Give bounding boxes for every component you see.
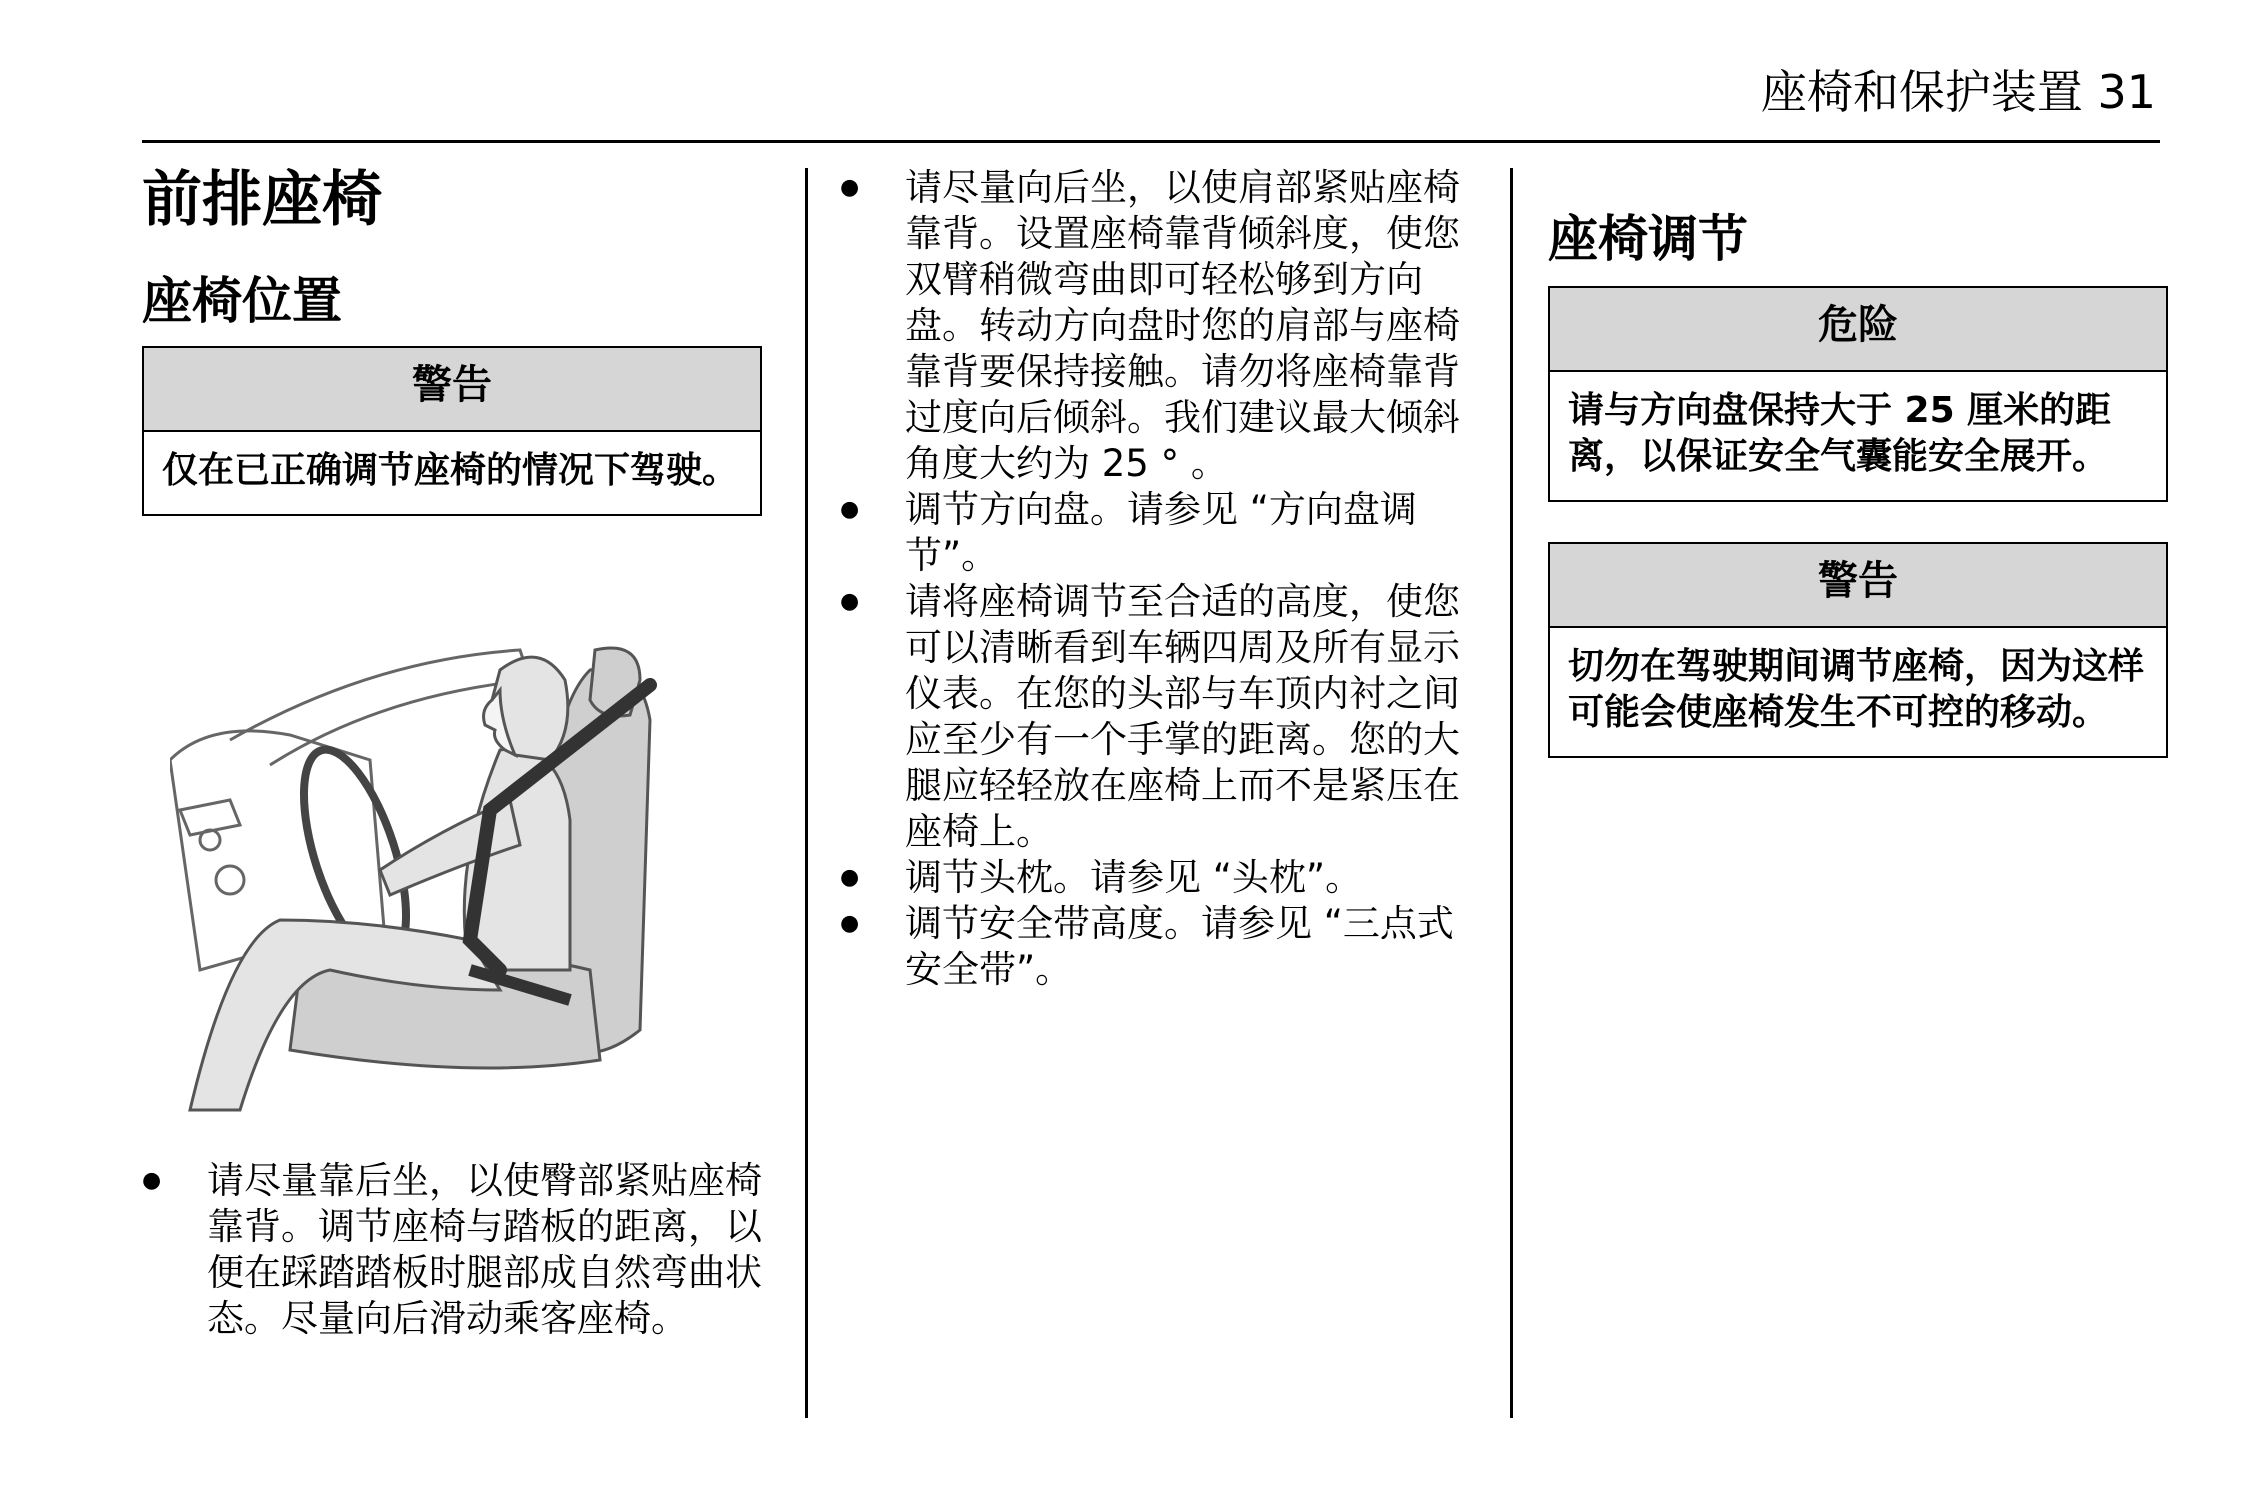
left-bullets-container [142,1158,762,1342]
bullet-item: ● 调节头枕。请参见 “头枕”。 [840,855,1480,901]
bullet-item: ● 调节方向盘。请参见 “方向盘调节”。 [840,487,1480,579]
right-column [1548,206,2168,758]
warning-label: 警告 [144,348,760,432]
left-bullet-list [142,1158,762,1342]
danger-text: 请与方向盘保持大于 25 厘米的距离，以保证安全气囊能安全展开。 [1568,390,2112,477]
header-rule [142,140,2160,143]
danger-label: 危险 [1550,288,2166,372]
subheading-seat-position: 座椅位置 [142,272,342,330]
bullet-item: ● 请将座椅调节至合适的高度，使您可以清晰看到车辆四周及所有显示仪表。在您的头部与车顶内衬之间应至少有一个手掌的距离。您的大腿应轻轻放在座椅上而不是紧压在座椅上。 [840,579,1480,855]
warning-label: 警告 [1550,544,2166,628]
section-heading-front-seats: 前排座椅 [142,165,382,235]
column-divider-2 [1510,168,1513,1418]
bullet-item: ● 请尽量向后坐，以使肩部紧贴座椅靠背。设置座椅靠背倾斜度，使您双臂稍微弯曲即可轻松够到方向盘。转动方向盘时您的肩部与座椅靠背要保持接触。请勿将座椅靠背过度向后倾斜。我们建议最大倾斜角度大约为 25 ° 。 [840,165,1480,487]
danger-box [1548,286,2168,502]
warning-box [1548,542,2168,758]
driver-seat-illustration-svg [170,640,760,1120]
driver-seat-position-illustration [170,640,760,1120]
warning-box [142,346,762,516]
dash-dial-1 [216,866,244,894]
dash-vent [180,800,240,835]
warning-text: 切勿在驾驶期间调节座椅，因为这样可能会使座椅发生不可控的移动。 [1568,646,2145,733]
bullet-item: ● 请尽量靠后坐，以使臀部紧贴座椅靠背。调节座椅与踏板的距离，以便在踩踏踏板时腿部成自然弯曲状态。尽量向后滑动乘客座椅。 [142,1158,762,1342]
middle-bullet-list [840,165,1480,993]
middle-column [840,165,1480,993]
left-column [142,160,762,516]
column-divider-1 [805,168,808,1418]
section-heading-seat-adjustment: 座椅调节 [1548,210,1748,268]
warning-text: 仅在已正确调节座椅的情况下驾驶。 [162,450,739,491]
bullet-item: ● 调节安全带高度。请参见 “三点式安全带”。 [840,901,1480,993]
page-header-title: 座椅和保护装置 31 [1760,65,2156,119]
